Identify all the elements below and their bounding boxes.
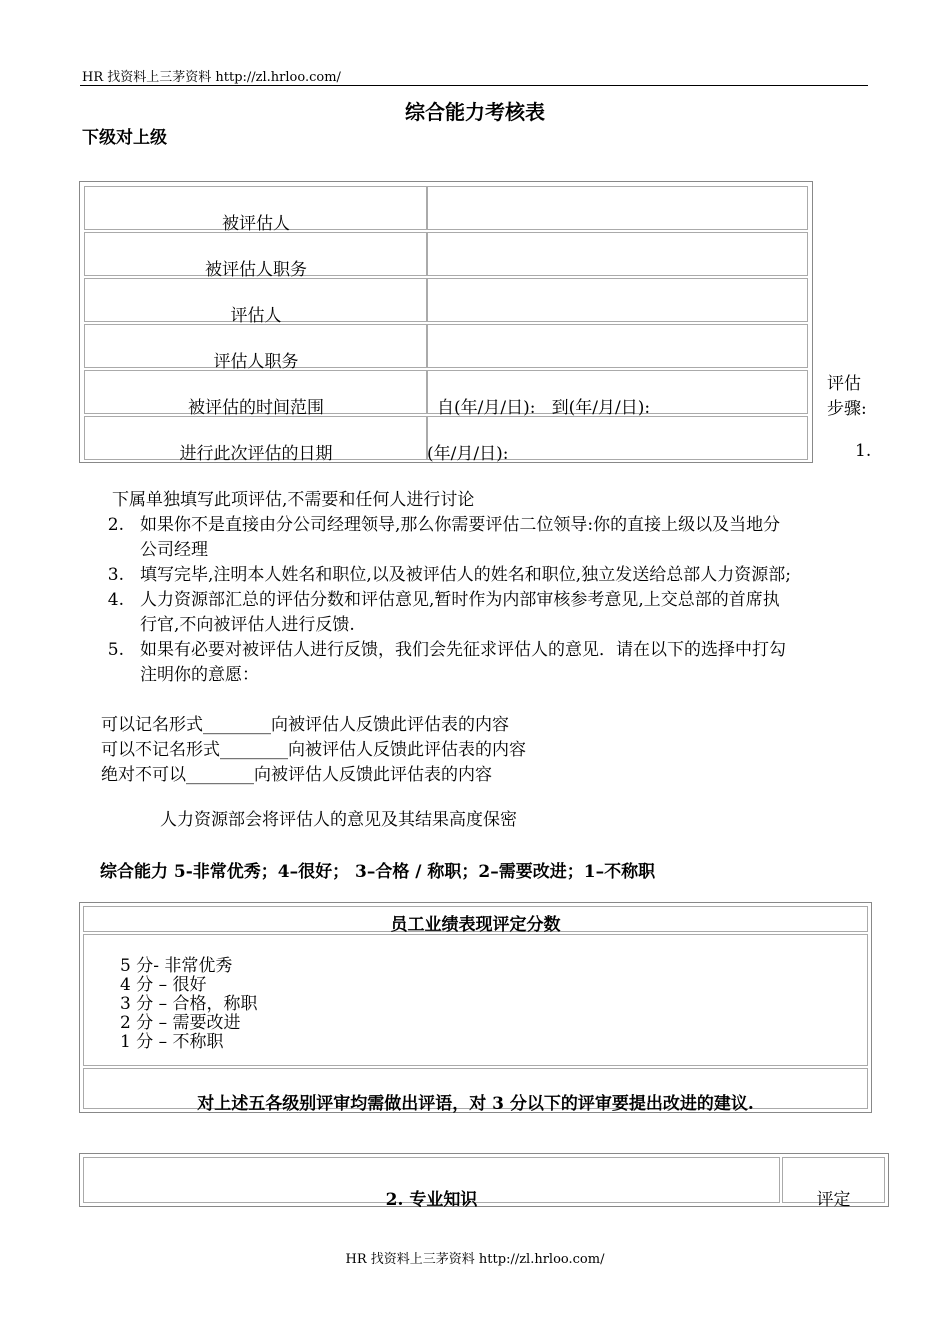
info-label-cell [84, 278, 428, 326]
score-heading: 员工业绩表现评定分数 [390, 915, 561, 935]
info-value-cell[interactable] [426, 186, 808, 230]
score-note-cell [83, 1068, 868, 1114]
score-list-cell [83, 934, 868, 1066]
step-1-text: 下属单独填写此项评估,不需要和任何人进行讨论 [112, 490, 475, 510]
step-number: 5. [107, 640, 124, 660]
info-label-cell [84, 324, 428, 372]
info-label: 进行此次评估的日期 [179, 444, 333, 464]
scale-legend: 综合能力 5-非常优秀；4–很好； 3–合格 / 称职；2–需要改进；1–不称职 [100, 862, 656, 882]
info-label-cell [84, 186, 428, 234]
step-number: 2. [107, 515, 124, 535]
step-number: 3. [107, 565, 124, 585]
info-label-cell [84, 232, 428, 280]
score-table [79, 902, 872, 1113]
page-footer: HR 找资料上三茅资料 http://zl.hrloo.com/ [345, 1252, 605, 1267]
info-value: (年/月/日): [427, 444, 509, 464]
step-3-text: 填写完毕,注明本人姓名和职位,以及被评估人的姓名和职位,独立发送给总部人力资源部; [140, 565, 791, 585]
step-5-text-cont: 注明你的意愿： [140, 665, 259, 685]
info-label: 评估人职务 [213, 352, 299, 372]
page-header: HR 找资料上三茅资料 http://zl.hrloo.com/ [82, 70, 341, 85]
score-item: 1 分 – 不称职 [120, 1032, 224, 1052]
knowledge-table [79, 1153, 889, 1210]
step-5-text: 如果有必要对被评估人进行反馈，我们会先征求评估人的意见．请在以下的选择中打勾 [140, 640, 786, 660]
score-item: 4 分 – 很好 [120, 975, 207, 995]
side-label-line1: 评估 [827, 374, 861, 394]
info-value-cell[interactable] [426, 232, 808, 276]
rating-label: 评定 [816, 1190, 851, 1210]
page-title: 综合能力考核表 [405, 100, 545, 124]
info-value-cell[interactable] [426, 416, 808, 464]
side-label-line2: 步骤: [827, 399, 867, 419]
score-item: 3 分 – 合格，称职 [120, 994, 258, 1014]
feedback-option-anonymous[interactable]: 可以不记名形式________向被评估人反馈此评估表的内容 [101, 740, 526, 760]
info-value: 自(年/月/日): 到(年/月/日): [437, 398, 651, 418]
score-note: 对上述五各级别评审均需做出评语，对 3 分以下的评审要提出改进的建议. [197, 1094, 754, 1114]
step-2-text: 如果你不是直接由分公司经理领导,那么你需要评估二位领导:你的直接上级以及当地分 [140, 515, 781, 535]
info-value-cell[interactable] [426, 278, 808, 322]
info-label-cell [84, 416, 428, 464]
info-value-cell[interactable] [426, 324, 808, 368]
header-divider [80, 85, 868, 86]
info-table [79, 181, 813, 463]
info-value-cell[interactable] [426, 370, 808, 418]
info-label: 被评估人职务 [205, 260, 307, 280]
feedback-option-none[interactable]: 绝对不可以________向被评估人反馈此评估表的内容 [101, 765, 492, 785]
score-heading-cell [83, 906, 868, 935]
score-item: 5 分- 非常优秀 [120, 956, 233, 976]
info-label: 评估人 [230, 306, 282, 326]
info-label-cell [84, 370, 428, 418]
feedback-option-named[interactable]: 可以记名形式________向被评估人反馈此评估表的内容 [101, 715, 509, 735]
rating-cell[interactable] [782, 1157, 885, 1210]
score-item: 2 分 – 需要改进 [120, 1013, 241, 1033]
step-4-text: 人力资源部汇总的评估分数和评估意见,暂时作为内部审核参考意见,上交总部的首席执 [140, 590, 780, 610]
info-label: 被评估的时间范围 [188, 398, 324, 418]
confidential-note: 人力资源部会将评估人的意见及其结果高度保密 [160, 810, 517, 830]
knowledge-title-cell [83, 1157, 780, 1210]
knowledge-title: 2. 专业知识 [385, 1190, 478, 1210]
step-number-1: 1. [855, 441, 872, 461]
info-label: 被评估人 [222, 214, 290, 234]
step-4-text-cont: 行官,不向被评估人进行反馈. [140, 615, 355, 635]
score-list [120, 957, 258, 1052]
step-2-text-cont: 公司经理 [140, 540, 208, 560]
page-subtitle: 下级对上级 [82, 128, 167, 148]
step-number: 4. [107, 590, 124, 610]
